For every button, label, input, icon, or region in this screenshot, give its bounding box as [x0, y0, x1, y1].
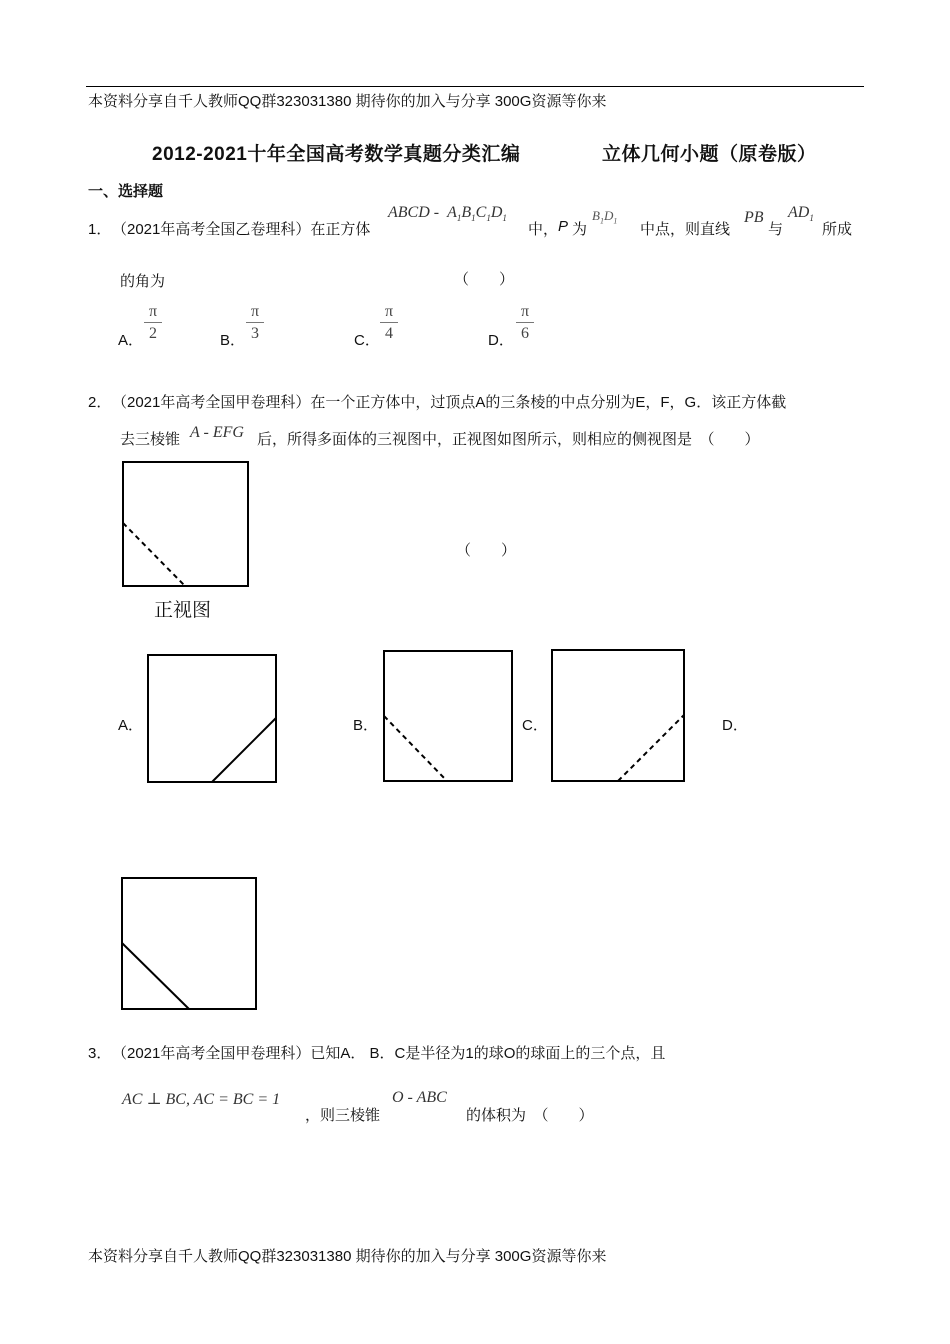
- front-view-square: [123, 462, 248, 586]
- q1-option-a-fraction: π 2: [144, 303, 162, 343]
- option-c-dashed-edge: [618, 715, 684, 781]
- q2-number: 2．: [88, 394, 112, 411]
- q1-b1d1-math: $B_1D_1$: [592, 208, 618, 226]
- front-view-dashed-edge: [123, 523, 185, 586]
- q2-front-view-caption: 正视图: [154, 600, 212, 621]
- q2-answer-blank: （ ）: [456, 542, 517, 559]
- q2-pyramid-math: A - EFG: [190, 424, 244, 441]
- q2-option-c-figure[interactable]: [551, 649, 686, 783]
- page-header: 本资料分享自千人教师QQ群323031380 期待你的加入与分享 300G资源等你来: [88, 93, 607, 110]
- q3-line2-end: 的体积为 （ ）: [466, 1107, 594, 1124]
- option-c-square: [552, 650, 684, 781]
- q1-option-d-label[interactable]: D．: [488, 332, 514, 349]
- q3-line2-start: ，则三棱锥: [305, 1107, 381, 1124]
- q3-condition-math: AC ⊥ BC, AC = BC = 1: [122, 1091, 281, 1108]
- q1-answer-blank: （ ）: [454, 271, 515, 288]
- q1-with: 与: [768, 221, 784, 238]
- page-title: 2012-2021十年全国高考数学真题分类汇编: [152, 144, 521, 165]
- q1-option-c-fraction: π 4: [380, 303, 398, 343]
- page-footer: 本资料分享自千人教师QQ群323031380 期待你的加入与分享 300G资源等你来: [88, 1248, 607, 1265]
- option-a-square: [148, 655, 276, 782]
- q3-number: 3．: [88, 1045, 112, 1062]
- q1-line-pb: PB: [744, 209, 764, 226]
- q2-option-c-label[interactable]: C．: [522, 717, 548, 734]
- option-b-square: [384, 651, 512, 781]
- q1-option-d-fraction: π 6: [516, 303, 534, 343]
- q1-is: 为: [572, 221, 588, 238]
- q1-option-b-label[interactable]: B．: [220, 332, 246, 349]
- q1-cube-math: ABCD - $A_1B_1C_1D_1$: [388, 204, 507, 224]
- q2-line2-start: 去三棱锥: [120, 431, 181, 448]
- q3-line1: （2021年高考全国甲卷理科）已知A． B．C是半径为1的球O的球面上的三个点，且: [112, 1045, 666, 1062]
- q1-midpoint-text: 中点，则直线: [640, 221, 731, 238]
- q2-option-a-figure[interactable]: [147, 654, 278, 784]
- q1-tail: 所成: [822, 221, 853, 238]
- q2-option-b-label[interactable]: B．: [353, 717, 379, 734]
- q1-source: （2021年高考全国乙卷理科）在正方体: [112, 221, 371, 238]
- q2-option-a-label[interactable]: A．: [118, 717, 144, 734]
- q1-number: 1．: [88, 221, 112, 238]
- q1-mid: 中，: [528, 221, 559, 238]
- option-d-square: [122, 878, 256, 1009]
- option-b-dashed-edge: [384, 716, 447, 781]
- q2-front-view-figure: [122, 461, 250, 589]
- q2-line2-end: 后，所得多面体的三视图中，正视图如图所示，则相应的侧视图是 （ ）: [257, 431, 760, 448]
- q2-option-d-figure[interactable]: [121, 877, 258, 1011]
- page-title-subject: 立体几何小题（原卷版）: [602, 144, 817, 165]
- q1-line-ad1-math: $AD_1$: [788, 204, 814, 224]
- option-a-solid-edge: [212, 718, 276, 782]
- q2-option-d-label[interactable]: D．: [722, 717, 748, 734]
- q1-point-p: P: [558, 218, 569, 235]
- q1-option-c-label[interactable]: C．: [354, 332, 380, 349]
- header-rule: [86, 86, 864, 87]
- section-heading: 一、选择题: [88, 183, 164, 200]
- q2-option-b-figure[interactable]: [383, 650, 514, 783]
- q2-line1: （2021年高考全国甲卷理科）在一个正方体中，过顶点A的三条棱的中点分别为E，F，G．该正方体截: [112, 394, 787, 411]
- q1-option-b-fraction: π 3: [246, 303, 264, 343]
- q1-line2: 的角为: [120, 273, 166, 290]
- q1-option-a-label[interactable]: A．: [118, 332, 144, 349]
- option-d-solid-edge: [122, 943, 189, 1009]
- q3-pyramid-math: O - ABC: [392, 1089, 447, 1106]
